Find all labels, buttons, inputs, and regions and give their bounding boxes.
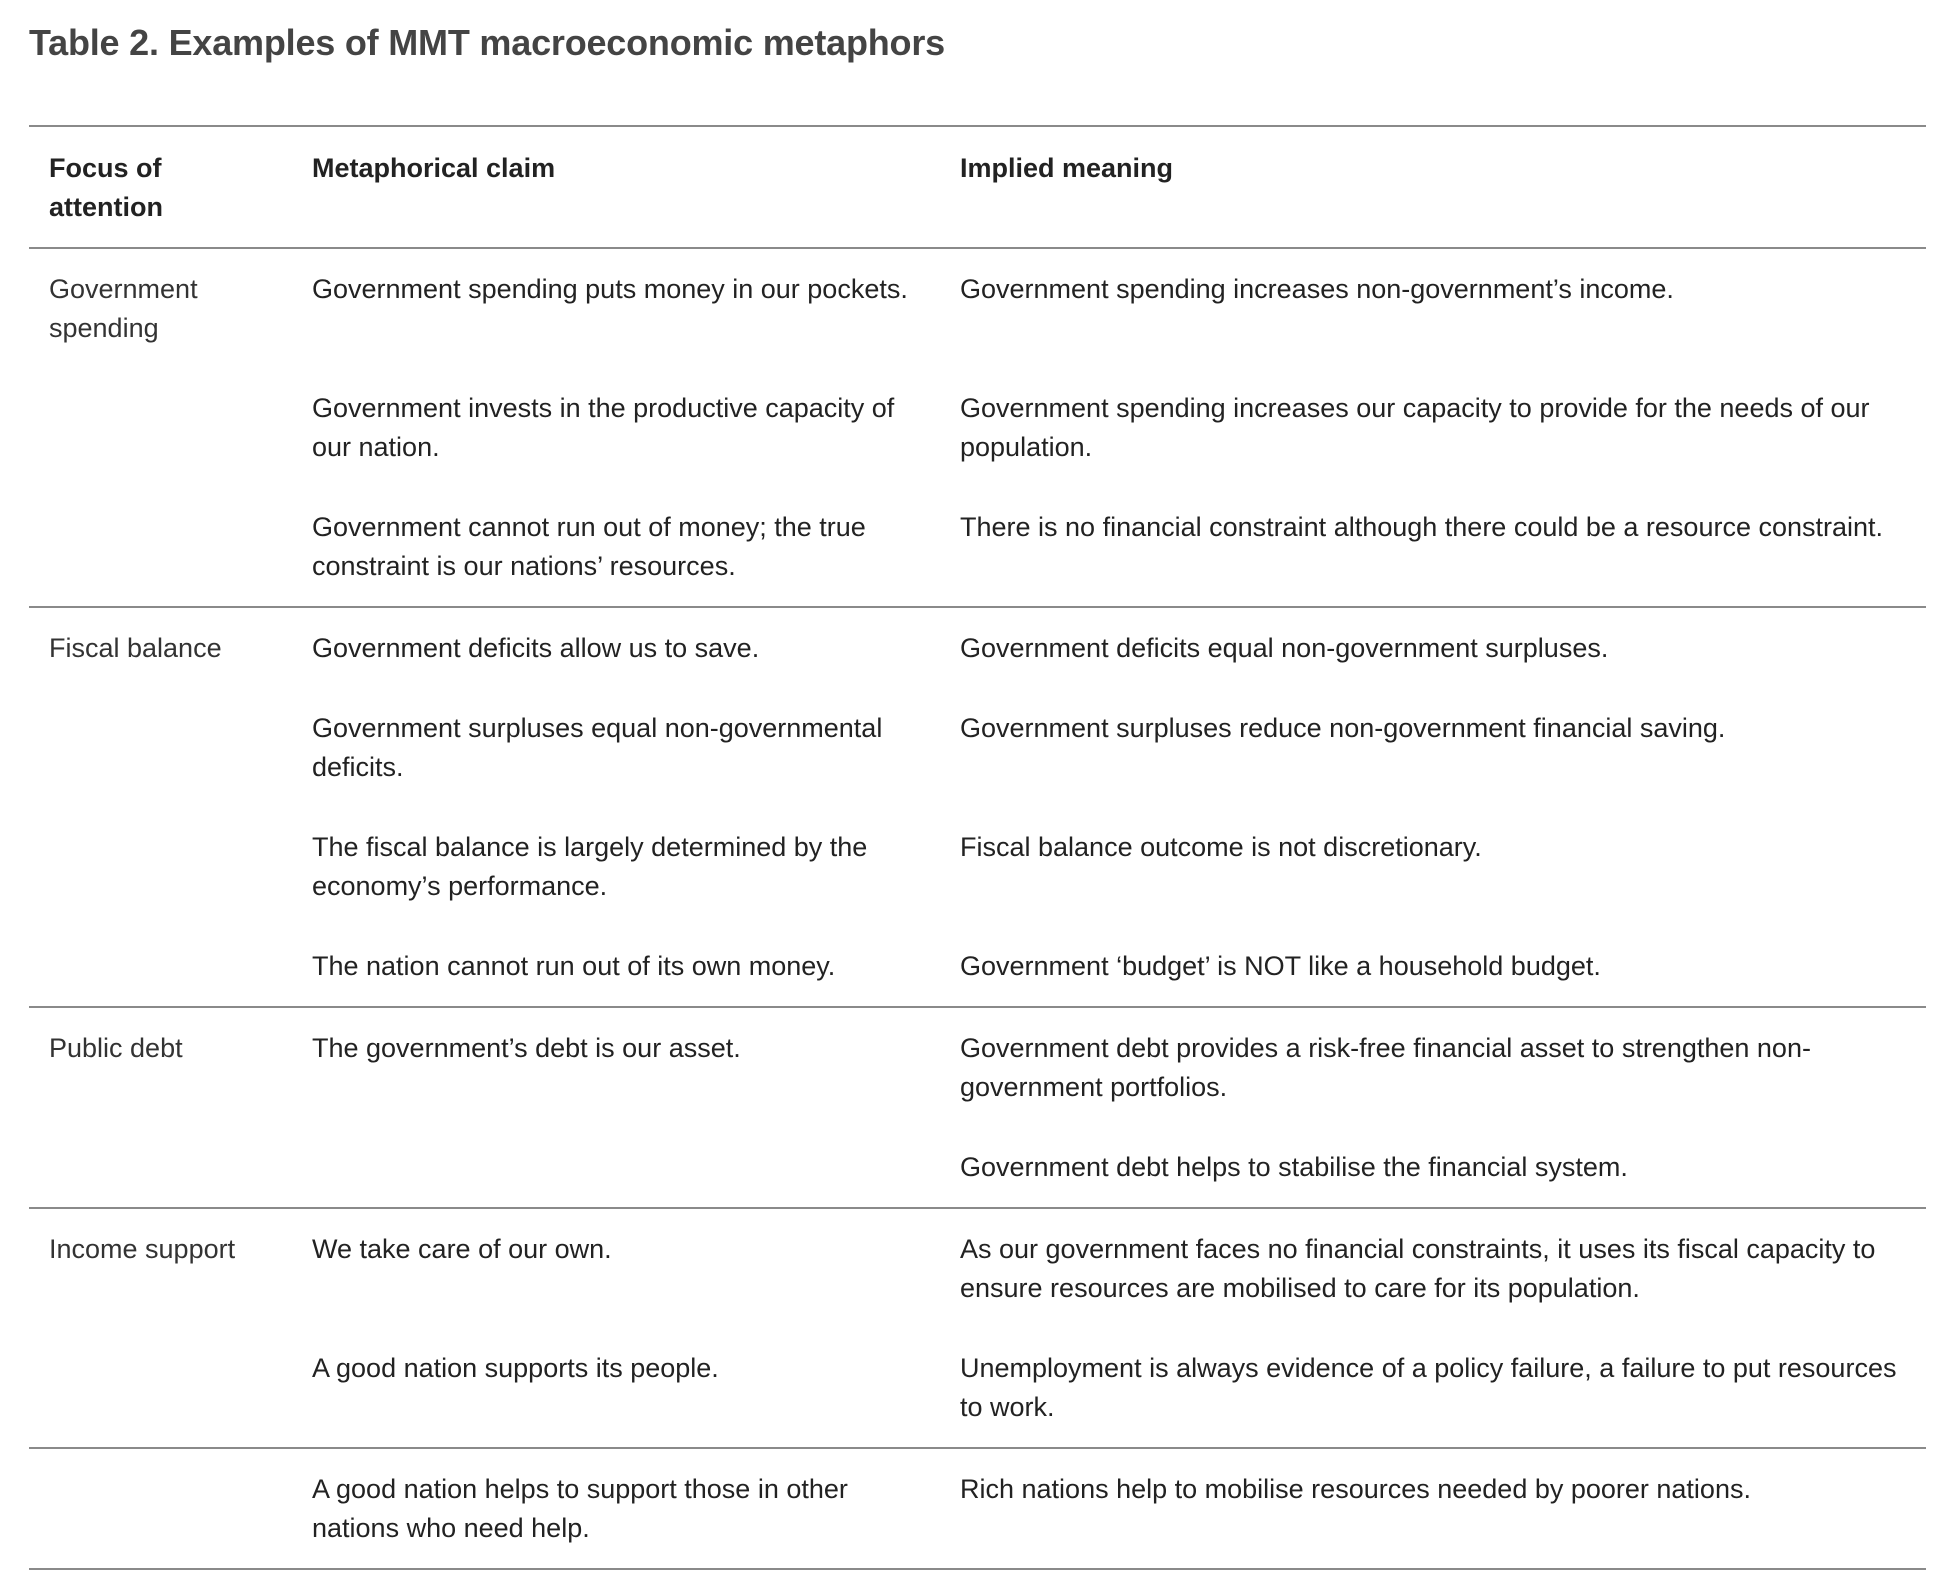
claim-cell: Government cannot run out of money; the true constraint is our nations’ resources. <box>312 512 866 581</box>
table-row <box>29 688 1926 807</box>
table-row <box>29 1208 1926 1328</box>
focus-cell <box>29 368 292 487</box>
header-row <box>29 126 1926 248</box>
table-row <box>29 1127 1926 1208</box>
table-row <box>29 807 1926 926</box>
meaning-cell: Government deficits equal non-government surpluses. <box>960 633 1609 663</box>
focus-cell: Income support <box>49 1234 236 1264</box>
column-header-focus: Focus of attention <box>49 153 163 222</box>
claim-cell: Government spending puts money in our pockets. <box>312 274 908 304</box>
claim-cell: The fiscal balance is largely determined by the economy’s performance. <box>312 832 868 901</box>
focus-cell <box>29 487 292 607</box>
table-row <box>29 926 1926 1007</box>
claim-cell <box>292 1127 940 1208</box>
claim-cell: The government’s debt is our asset. <box>312 1033 741 1063</box>
focus-cell: Government spending <box>49 274 198 343</box>
claim-cell: A good nation helps to support those in other nations who need help. <box>312 1474 848 1543</box>
column-header-claim: Metaphorical claim <box>312 153 556 183</box>
meaning-cell: Government debt provides a risk-free financial asset to strengthen non-government portfolios. <box>960 1033 1811 1102</box>
focus-cell <box>29 1448 292 1569</box>
table-row <box>29 248 1926 368</box>
table-title: Table 2. Examples of MMT macroeconomic metaphors <box>29 22 945 63</box>
table-row <box>29 1448 1926 1569</box>
table-header <box>29 126 1926 248</box>
meaning-cell: Fiscal balance outcome is not discretionary. <box>960 832 1482 862</box>
meaning-cell: Government spending increases our capacity to provide for the needs of our population. <box>960 393 1870 462</box>
meaning-cell: Rich nations help to mobilise resources needed by poorer nations. <box>960 1474 1751 1504</box>
table-row <box>29 368 1926 487</box>
table-row <box>29 1328 1926 1448</box>
claim-cell: We take care of our own. <box>312 1234 612 1264</box>
focus-cell <box>29 807 292 926</box>
meaning-cell: Government surpluses reduce non-government financial saving. <box>960 713 1726 743</box>
meaning-cell: Unemployment is always evidence of a policy failure, a failure to put resources to work. <box>960 1353 1897 1422</box>
claim-cell: A good nation supports its people. <box>312 1353 719 1383</box>
claim-cell: Government surpluses equal non-governmental deficits. <box>312 713 883 782</box>
meaning-cell: Government spending increases non-government’s income. <box>960 274 1674 304</box>
meaning-cell: There is no financial constraint although there could be a resource constraint. <box>960 512 1884 542</box>
claim-cell: Government deficits allow us to save. <box>312 633 760 663</box>
column-header-meaning: Implied meaning <box>960 153 1174 183</box>
focus-cell <box>29 1127 292 1208</box>
focus-cell <box>29 688 292 807</box>
focus-cell: Public debt <box>49 1033 183 1063</box>
focus-cell <box>29 926 292 1007</box>
focus-cell: Fiscal balance <box>49 633 222 663</box>
meaning-cell: Government debt helps to stabilise the financial system. <box>960 1152 1628 1182</box>
claim-cell: Government invests in the productive capacity of our nation. <box>312 393 895 462</box>
meaning-cell: Government ‘budget’ is NOT like a household budget. <box>960 951 1601 981</box>
table-row <box>29 487 1926 607</box>
table-container <box>29 125 1926 1570</box>
metaphors-table <box>29 125 1926 1570</box>
table-row <box>29 1007 1926 1127</box>
focus-cell <box>29 1328 292 1448</box>
table-body <box>29 248 1926 1569</box>
meaning-cell: As our government faces no financial constraints, it uses its fiscal capacity to ensure resources are mobilised to care for its population. <box>960 1234 1876 1303</box>
claim-cell: The nation cannot run out of its own money. <box>312 951 836 981</box>
table-row <box>29 607 1926 688</box>
